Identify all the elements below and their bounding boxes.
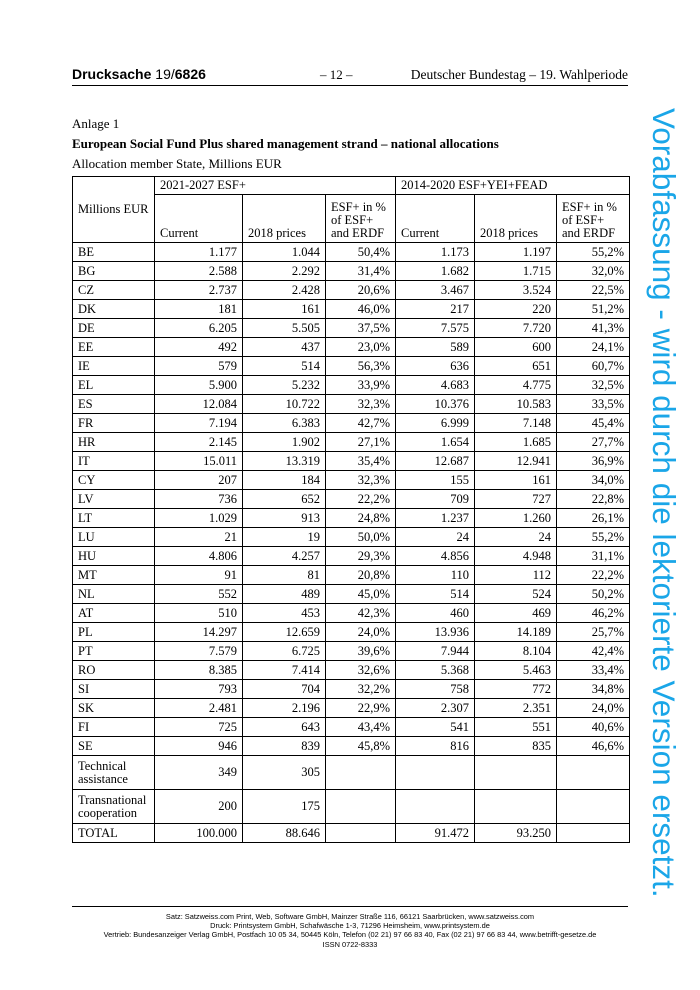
watermark-text: Vorabfassung - wird durch die lektorierte Version ersetzt. bbox=[646, 108, 682, 898]
value-cell: 5.232 bbox=[243, 376, 326, 395]
annex-label: Anlage 1 bbox=[72, 116, 120, 131]
drucksache-number: 6826 bbox=[174, 66, 206, 82]
table-row bbox=[73, 737, 630, 756]
value-cell: 22,5% bbox=[557, 281, 630, 300]
value-cell: 20,6% bbox=[326, 281, 396, 300]
value-cell: 541 bbox=[396, 718, 475, 737]
value-cell: 3.524 bbox=[475, 281, 557, 300]
value-cell: 32,6% bbox=[326, 661, 396, 680]
value-cell: 22,8% bbox=[557, 490, 630, 509]
row-label-cell: AT bbox=[73, 604, 155, 623]
row-label-cell: IT bbox=[73, 452, 155, 471]
drucksache-id bbox=[72, 66, 206, 82]
value-cell: 2.428 bbox=[243, 281, 326, 300]
row-label-cell: FR bbox=[73, 414, 155, 433]
value-cell: 27,7% bbox=[557, 433, 630, 452]
value-cell: 12.941 bbox=[475, 452, 557, 471]
value-cell: 552 bbox=[155, 585, 243, 604]
row-label-cell: Technical assistance bbox=[73, 756, 155, 790]
table-row bbox=[73, 433, 630, 452]
table-row bbox=[73, 661, 630, 680]
value-cell: 453 bbox=[243, 604, 326, 623]
row-label-cell: PT bbox=[73, 642, 155, 661]
value-cell: 1.173 bbox=[396, 243, 475, 262]
value-cell: 32,5% bbox=[557, 376, 630, 395]
row-label-cell: CZ bbox=[73, 281, 155, 300]
table-row bbox=[73, 471, 630, 490]
value-cell: 469 bbox=[475, 604, 557, 623]
group-header-2014: 2014-2020 ESF+YEI+FEAD bbox=[396, 177, 630, 195]
value-cell: 652 bbox=[243, 490, 326, 509]
value-cell: 31,4% bbox=[326, 262, 396, 281]
value-cell: 2.145 bbox=[155, 433, 243, 452]
value-cell: 725 bbox=[155, 718, 243, 737]
value-cell: 50,2% bbox=[557, 585, 630, 604]
value-cell: 22,2% bbox=[326, 490, 396, 509]
row-label-cell: DK bbox=[73, 300, 155, 319]
value-cell: 514 bbox=[396, 585, 475, 604]
row-label-cell: IE bbox=[73, 357, 155, 376]
value-cell bbox=[557, 790, 630, 824]
value-cell: 14.189 bbox=[475, 623, 557, 642]
value-cell: 39,6% bbox=[326, 642, 396, 661]
value-cell: 14.297 bbox=[155, 623, 243, 642]
value-cell: 32,2% bbox=[326, 680, 396, 699]
row-label-cell: RO bbox=[73, 661, 155, 680]
value-cell: 600 bbox=[475, 338, 557, 357]
row-label-cell: ES bbox=[73, 395, 155, 414]
group-header-2021: 2021-2027 ESF+ bbox=[155, 177, 396, 195]
value-cell: 24,0% bbox=[557, 699, 630, 718]
table-row bbox=[73, 623, 630, 642]
value-cell: 24,0% bbox=[326, 623, 396, 642]
table-row bbox=[73, 642, 630, 661]
value-cell: 7.194 bbox=[155, 414, 243, 433]
table-row bbox=[73, 452, 630, 471]
value-cell: 46,0% bbox=[326, 300, 396, 319]
value-cell: 33,5% bbox=[557, 395, 630, 414]
value-cell: 6.725 bbox=[243, 642, 326, 661]
value-cell: 2.351 bbox=[475, 699, 557, 718]
value-cell: 32,3% bbox=[326, 395, 396, 414]
value-cell: 155 bbox=[396, 471, 475, 490]
value-cell: 2.196 bbox=[243, 699, 326, 718]
value-cell: 1.237 bbox=[396, 509, 475, 528]
value-cell: 110 bbox=[396, 566, 475, 585]
value-cell: 42,4% bbox=[557, 642, 630, 661]
value-cell: 22,2% bbox=[557, 566, 630, 585]
value-cell: 56,3% bbox=[326, 357, 396, 376]
value-cell bbox=[396, 790, 475, 824]
value-cell: 1.197 bbox=[475, 243, 557, 262]
value-cell: 10.722 bbox=[243, 395, 326, 414]
value-cell: 709 bbox=[396, 490, 475, 509]
value-cell: 2.307 bbox=[396, 699, 475, 718]
value-cell: 50,4% bbox=[326, 243, 396, 262]
table-row bbox=[73, 756, 630, 790]
value-cell: 161 bbox=[243, 300, 326, 319]
footer-typesetting: Satz: Satzweiss.com Print, Web, Software GmbH, Mainzer Straße 116, 66121 Saarbrücken, www.satzweiss.com bbox=[165, 912, 535, 921]
draft-watermark bbox=[642, 108, 682, 908]
value-cell: 31,1% bbox=[557, 547, 630, 566]
value-cell: 5.368 bbox=[396, 661, 475, 680]
value-cell: 91 bbox=[155, 566, 243, 585]
value-cell bbox=[326, 790, 396, 824]
value-cell: 524 bbox=[475, 585, 557, 604]
value-cell: 26,1% bbox=[557, 509, 630, 528]
value-cell: 1.029 bbox=[155, 509, 243, 528]
row-label-cell: EL bbox=[73, 376, 155, 395]
value-cell: 27,1% bbox=[326, 433, 396, 452]
table-row bbox=[73, 718, 630, 737]
value-cell: 4.775 bbox=[475, 376, 557, 395]
value-cell: 20,8% bbox=[326, 566, 396, 585]
row-label-cell: NL bbox=[73, 585, 155, 604]
table-row bbox=[73, 357, 630, 376]
value-cell: 55,2% bbox=[557, 243, 630, 262]
value-cell: 13.936 bbox=[396, 623, 475, 642]
value-cell: 46,6% bbox=[557, 737, 630, 756]
value-cell: 460 bbox=[396, 604, 475, 623]
value-cell: 5.505 bbox=[243, 319, 326, 338]
footer-rule bbox=[72, 906, 628, 907]
drucksache-label: Drucksache bbox=[72, 66, 152, 82]
value-cell: 42,3% bbox=[326, 604, 396, 623]
value-cell: 4.683 bbox=[396, 376, 475, 395]
table-row bbox=[73, 699, 630, 718]
value-cell: 839 bbox=[243, 737, 326, 756]
value-cell: 7.148 bbox=[475, 414, 557, 433]
value-cell: 1.654 bbox=[396, 433, 475, 452]
value-cell: 10.376 bbox=[396, 395, 475, 414]
value-cell: 8.104 bbox=[475, 642, 557, 661]
value-cell: 643 bbox=[243, 718, 326, 737]
row-label-cell: BE bbox=[73, 243, 155, 262]
row-label-cell: LV bbox=[73, 490, 155, 509]
value-cell: 489 bbox=[243, 585, 326, 604]
value-cell: 6.999 bbox=[396, 414, 475, 433]
value-cell: 4.856 bbox=[396, 547, 475, 566]
value-cell: 4.257 bbox=[243, 547, 326, 566]
value-cell: 46,2% bbox=[557, 604, 630, 623]
value-cell: 7.414 bbox=[243, 661, 326, 680]
value-cell: 207 bbox=[155, 471, 243, 490]
table-row bbox=[73, 790, 630, 824]
value-cell: 45,4% bbox=[557, 414, 630, 433]
value-cell: 579 bbox=[155, 357, 243, 376]
value-cell: 772 bbox=[475, 680, 557, 699]
value-cell: 589 bbox=[396, 338, 475, 357]
value-cell: 24 bbox=[475, 528, 557, 547]
value-cell: 40,6% bbox=[557, 718, 630, 737]
value-cell bbox=[396, 756, 475, 790]
table-row bbox=[73, 490, 630, 509]
value-cell: 35,4% bbox=[326, 452, 396, 471]
value-cell: 24,8% bbox=[326, 509, 396, 528]
row-label-cell: SE bbox=[73, 737, 155, 756]
value-cell: 636 bbox=[396, 357, 475, 376]
value-cell: 492 bbox=[155, 338, 243, 357]
value-cell: 7.579 bbox=[155, 642, 243, 661]
value-cell: 7.944 bbox=[396, 642, 475, 661]
value-cell: 758 bbox=[396, 680, 475, 699]
row-label-cell: EE bbox=[73, 338, 155, 357]
page-number: – 12 – bbox=[320, 67, 353, 82]
col-header-2014-2018-prices: 2018 prices bbox=[475, 195, 557, 243]
table-row bbox=[73, 281, 630, 300]
value-cell: 93.250 bbox=[475, 824, 557, 843]
value-cell: 5.463 bbox=[475, 661, 557, 680]
row-label-cell: PL bbox=[73, 623, 155, 642]
value-cell: 704 bbox=[243, 680, 326, 699]
table-row bbox=[73, 243, 630, 262]
value-cell: 437 bbox=[243, 338, 326, 357]
row-label-cell: SI bbox=[73, 680, 155, 699]
row-label-cell: TOTAL bbox=[73, 824, 155, 843]
value-cell: 42,7% bbox=[326, 414, 396, 433]
row-label-cell: Transnational cooperation bbox=[73, 790, 155, 824]
row-label-cell: FI bbox=[73, 718, 155, 737]
row-label-cell: HR bbox=[73, 433, 155, 452]
value-cell: 913 bbox=[243, 509, 326, 528]
table-row bbox=[73, 300, 630, 319]
table-row bbox=[73, 585, 630, 604]
value-cell bbox=[557, 824, 630, 843]
value-cell: 514 bbox=[243, 357, 326, 376]
imprint-footer bbox=[72, 912, 628, 949]
value-cell: 727 bbox=[475, 490, 557, 509]
value-cell: 1.685 bbox=[475, 433, 557, 452]
value-cell: 946 bbox=[155, 737, 243, 756]
value-cell: 5.900 bbox=[155, 376, 243, 395]
value-cell: 37,5% bbox=[326, 319, 396, 338]
value-cell: 32,3% bbox=[326, 471, 396, 490]
value-cell: 91.472 bbox=[396, 824, 475, 843]
value-cell: 835 bbox=[475, 737, 557, 756]
value-cell: 13.319 bbox=[243, 452, 326, 471]
value-cell: 7.575 bbox=[396, 319, 475, 338]
allocation-table bbox=[72, 176, 630, 843]
value-cell: 1.177 bbox=[155, 243, 243, 262]
row-label-cell: HU bbox=[73, 547, 155, 566]
value-cell: 41,3% bbox=[557, 319, 630, 338]
value-cell bbox=[326, 824, 396, 843]
document-subtitle: Allocation member State, Millions EUR bbox=[72, 156, 282, 171]
table-row bbox=[73, 338, 630, 357]
value-cell: 6.205 bbox=[155, 319, 243, 338]
row-label-cell: CY bbox=[73, 471, 155, 490]
value-cell: 60,7% bbox=[557, 357, 630, 376]
value-cell: 6.383 bbox=[243, 414, 326, 433]
value-cell: 305 bbox=[243, 756, 326, 790]
value-cell: 2.292 bbox=[243, 262, 326, 281]
value-cell: 24 bbox=[396, 528, 475, 547]
value-cell: 23,0% bbox=[326, 338, 396, 357]
value-cell: 43,4% bbox=[326, 718, 396, 737]
value-cell: 112 bbox=[475, 566, 557, 585]
value-cell: 1.682 bbox=[396, 262, 475, 281]
value-cell: 7.720 bbox=[475, 319, 557, 338]
value-cell: 29,3% bbox=[326, 547, 396, 566]
table-body bbox=[73, 243, 630, 843]
row-label-cell: MT bbox=[73, 566, 155, 585]
value-cell: 33,4% bbox=[557, 661, 630, 680]
row-label-cell: SK bbox=[73, 699, 155, 718]
value-cell: 81 bbox=[243, 566, 326, 585]
value-cell: 34,0% bbox=[557, 471, 630, 490]
page-header bbox=[72, 66, 628, 84]
value-cell bbox=[326, 756, 396, 790]
row-label-cell: DE bbox=[73, 319, 155, 338]
col-header-2021-current: Current bbox=[155, 195, 243, 243]
table-row bbox=[73, 566, 630, 585]
table-row bbox=[73, 528, 630, 547]
value-cell: 55,2% bbox=[557, 528, 630, 547]
table-row bbox=[73, 509, 630, 528]
value-cell: 651 bbox=[475, 357, 557, 376]
value-cell: 45,0% bbox=[326, 585, 396, 604]
corner-header: Millions EUR bbox=[73, 177, 155, 243]
value-cell: 45,8% bbox=[326, 737, 396, 756]
value-cell bbox=[475, 790, 557, 824]
row-label-cell: LU bbox=[73, 528, 155, 547]
value-cell: 349 bbox=[155, 756, 243, 790]
table-row bbox=[73, 414, 630, 433]
header-rule bbox=[72, 85, 628, 86]
table-row bbox=[73, 824, 630, 843]
value-cell: 21 bbox=[155, 528, 243, 547]
value-cell: 2.588 bbox=[155, 262, 243, 281]
value-cell: 24,1% bbox=[557, 338, 630, 357]
table-row bbox=[73, 262, 630, 281]
footer-issn: ISSN 0722-8333 bbox=[322, 939, 378, 949]
value-cell: 4.806 bbox=[155, 547, 243, 566]
footer-distribution: Vertrieb: Bundesanzeiger Verlag GmbH, Postfach 10 05 34, 50445 Köln, Telefon (02 21) 97 66 83 40, Fax (02 21) 97 66 83 44, www.betrifft-gesetze.de bbox=[103, 930, 597, 940]
value-cell: 12.659 bbox=[243, 623, 326, 642]
value-cell: 217 bbox=[396, 300, 475, 319]
col-header-2014-esf-share: ESF+ in % of ESF+ and ERDF bbox=[557, 195, 630, 243]
value-cell: 510 bbox=[155, 604, 243, 623]
row-label-cell: LT bbox=[73, 509, 155, 528]
value-cell: 88.646 bbox=[243, 824, 326, 843]
value-cell: 12.084 bbox=[155, 395, 243, 414]
value-cell: 22,9% bbox=[326, 699, 396, 718]
value-cell: 33,9% bbox=[326, 376, 396, 395]
value-cell bbox=[557, 756, 630, 790]
value-cell: 36,9% bbox=[557, 452, 630, 471]
value-cell: 10.583 bbox=[475, 395, 557, 414]
table-row bbox=[73, 604, 630, 623]
value-cell: 12.687 bbox=[396, 452, 475, 471]
value-cell: 1.260 bbox=[475, 509, 557, 528]
value-cell: 184 bbox=[243, 471, 326, 490]
table-row bbox=[73, 395, 630, 414]
col-header-2021-2018-prices: 2018 prices bbox=[243, 195, 326, 243]
value-cell: 2.481 bbox=[155, 699, 243, 718]
value-cell: 161 bbox=[475, 471, 557, 490]
table-row bbox=[73, 547, 630, 566]
value-cell: 32,0% bbox=[557, 262, 630, 281]
value-cell: 2.737 bbox=[155, 281, 243, 300]
value-cell bbox=[475, 756, 557, 790]
value-cell: 4.948 bbox=[475, 547, 557, 566]
table-row bbox=[73, 376, 630, 395]
value-cell: 793 bbox=[155, 680, 243, 699]
footer-printing: Druck: Printsystem GmbH, Schafwäsche 1-3, 71296 Heimsheim, www.printsystem.de bbox=[210, 921, 490, 931]
value-cell: 50,0% bbox=[326, 528, 396, 547]
value-cell: 25,7% bbox=[557, 623, 630, 642]
value-cell: 3.467 bbox=[396, 281, 475, 300]
table-row bbox=[73, 680, 630, 699]
value-cell: 51,2% bbox=[557, 300, 630, 319]
document-title: European Social Fund Plus shared management strand – national allocations bbox=[72, 136, 499, 151]
drucksache-prefix: 19/ bbox=[155, 66, 175, 82]
value-cell: 8.385 bbox=[155, 661, 243, 680]
institution: Deutscher Bundestag – 19. Wahlperiode bbox=[410, 67, 628, 82]
value-cell: 200 bbox=[155, 790, 243, 824]
value-cell: 175 bbox=[243, 790, 326, 824]
value-cell: 220 bbox=[475, 300, 557, 319]
value-cell: 816 bbox=[396, 737, 475, 756]
row-label-cell: BG bbox=[73, 262, 155, 281]
value-cell: 1.715 bbox=[475, 262, 557, 281]
value-cell: 100.000 bbox=[155, 824, 243, 843]
value-cell: 1.044 bbox=[243, 243, 326, 262]
value-cell: 19 bbox=[243, 528, 326, 547]
value-cell: 34,8% bbox=[557, 680, 630, 699]
value-cell: 1.902 bbox=[243, 433, 326, 452]
col-header-2014-current: Current bbox=[396, 195, 475, 243]
value-cell: 551 bbox=[475, 718, 557, 737]
value-cell: 736 bbox=[155, 490, 243, 509]
table-row bbox=[73, 319, 630, 338]
col-header-2021-esf-share: ESF+ in % of ESF+ and ERDF bbox=[326, 195, 396, 243]
value-cell: 181 bbox=[155, 300, 243, 319]
value-cell: 15.011 bbox=[155, 452, 243, 471]
